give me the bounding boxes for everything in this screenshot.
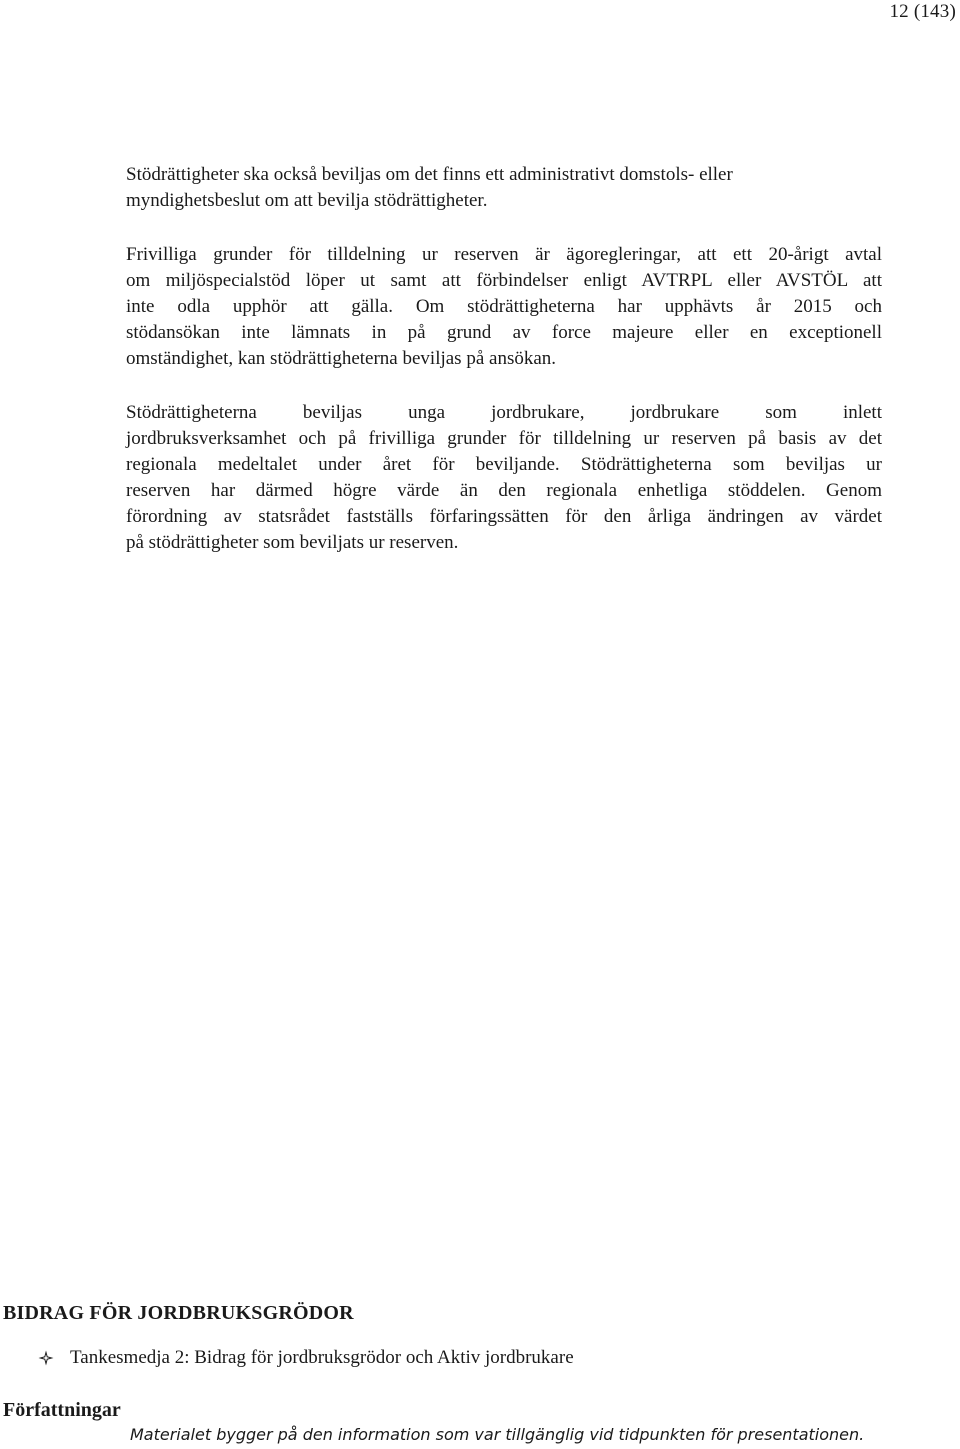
paragraph-line: om miljöspecialstöd löper ut samt att förbindelser enligt AVTRPL eller AVSTÖL att [126, 270, 882, 291]
paragraph-line: reserven har därmed högre värde än den regionala enhetliga stöddelen. Genom [126, 480, 882, 501]
bullet-text: Tankesmedja 2: Bidrag för jordbruksgrödor och Aktiv jordbrukare [70, 1347, 574, 1368]
paragraph-1 [126, 162, 882, 214]
section-heading: BIDRAG FÖR JORDBRUKSGRÖDOR [3, 1302, 354, 1324]
paragraph-line: omständighet, kan stödrättigheterna beviljas på ansökan. [126, 348, 557, 369]
paragraph-line: Stödrättigheterna beviljas unga jordbrukare, jordbrukare som inlett [126, 402, 882, 423]
footer-note: Materialet bygger på den information som var tillgänglig vid tidpunkten för presentationen. [130, 1425, 865, 1444]
paragraph-line: myndighetsbeslut om att bevilja stödrättigheter. [126, 190, 488, 211]
paragraph-line: inte odla upphör att gälla. Om stödrättigheterna har upphävts år 2015 och [126, 296, 882, 317]
paragraph-line: på stödrättigheter som beviljats ur reserven. [126, 532, 459, 553]
authors-label: Författningar [3, 1399, 121, 1421]
page-number: 12 (143) [889, 1, 956, 22]
paragraph-3 [126, 400, 882, 556]
paragraph-line: Stödrättigheter ska också beviljas om det finns ett administrativt domstols- eller [126, 164, 733, 185]
paragraph-line: jordbruksverksamhet och på frivilliga grunder för tilldelning ur reserven på basis av det [126, 428, 882, 449]
paragraph-line: stödansökan inte lämnats in på grund av force majeure eller en exceptionell [126, 322, 882, 343]
paragraph-line: förordning av statsrådet fastställs förfaringssätten för den årliga ändringen av värdet [126, 506, 882, 527]
paragraph-line: regionala medeltalet under året för beviljande. Stödrättigheterna som beviljas ur [126, 454, 882, 475]
paragraph-line: Frivilliga grunder för tilldelning ur reserven är ägoregleringar, att ett 20-årigt avtal [126, 244, 882, 265]
bullet-item [38, 1347, 574, 1369]
paragraph-2 [126, 242, 882, 372]
diamond-bullet-icon [38, 1350, 54, 1366]
